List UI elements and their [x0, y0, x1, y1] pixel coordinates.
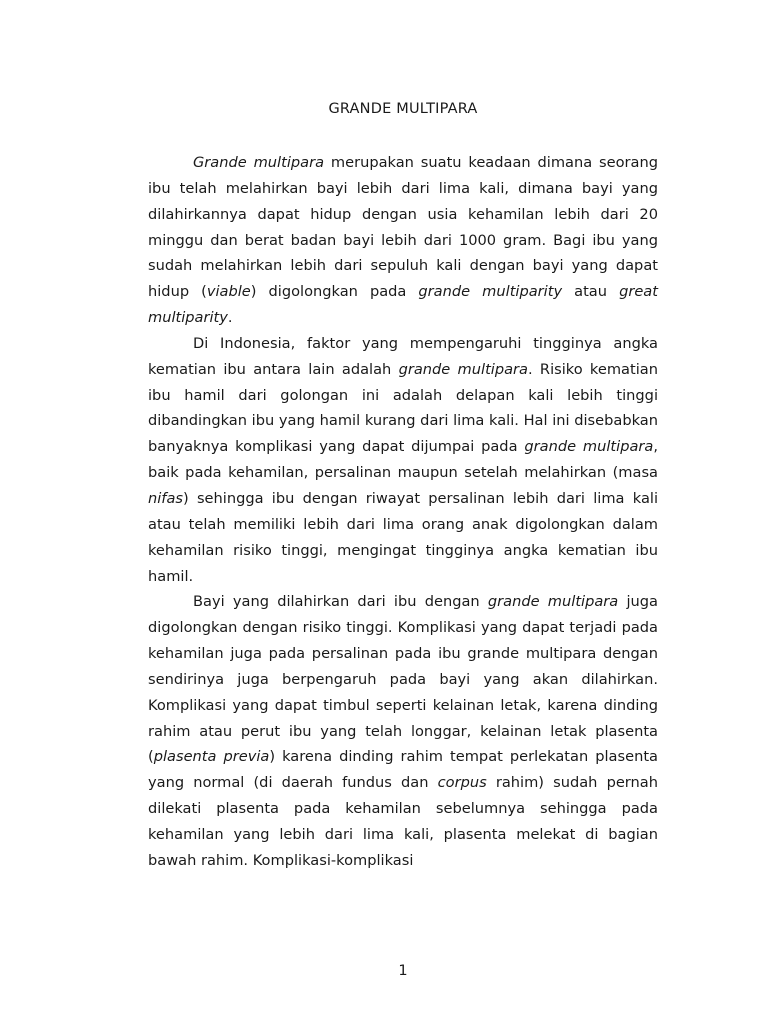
- text-run: Di Indonesia, faktor yang mempengaruhi tingginya angka kematian ibu antara lain adalah: [148, 334, 658, 378]
- text-run: , baik pada kehamilan, persalinan maupun setelah melahirkan (masa: [148, 438, 658, 482]
- text-run: ) sehingga ibu dengan riwayat persalinan lebih dari lima kali atau telah memiliki lebih dari lima orang anak digolongkan dalam kehamilan risiko tinggi, mengingat tingginya angka kematian ibu hamil.: [148, 489, 658, 585]
- document-body: [148, 150, 658, 874]
- italic-text-run: Grande multipara: [193, 154, 325, 171]
- text-run: . Risiko kematian ibu hamil dari golongan ini adalah delapan kali lebih tinggi dibandingkan ibu yang hamil kurang dari lima kali. Hal ini disebabkan banyaknya komplikasi yang dapat dijumpai pada: [148, 360, 658, 456]
- italic-text-run: grande multipara: [524, 438, 654, 456]
- text-run: .: [227, 309, 233, 327]
- text-run: Bayi yang dilahirkan dari ibu dengan: [193, 593, 488, 611]
- italic-text-run: grande multipara: [398, 360, 528, 378]
- document-title: GRANDE MULTIPARA: [328, 101, 478, 117]
- italic-text-run: plasenta previa: [153, 748, 270, 766]
- paragraph-1: [148, 150, 658, 331]
- text-run: ) karena dinding rahim tempat perlekatan plasenta yang normal (di daerah fundus dan: [148, 748, 658, 792]
- text-run: ) digolongkan pada: [250, 283, 419, 301]
- italic-text-run: great multiparity: [148, 283, 658, 327]
- page-number: 1: [398, 963, 408, 979]
- text-run: juga digolongkan dengan risiko tinggi. Komplikasi yang dapat terjadi pada kehamilan juga pada persalinan pada ibu grande multipara dengan sendirinya juga berpengaruh pada bayi yang akan dilahirkan. Komplikasi yang dapat timbul seperti kelainan letak, karena dinding rahim atau perut ibu yang telah longgar, kelainan letak plasenta (: [148, 593, 658, 766]
- text-run: rahim) sudah pernah dilekati plasenta pada kehamilan sebelumnya sehingga pada kehamilan yang lebih dari lima kali, plasenta melekat di bagian bawah rahim. Komplikasi-komplikasi: [148, 774, 658, 869]
- italic-text-run: viable: [206, 283, 251, 301]
- text-run: atau: [562, 283, 620, 301]
- italic-text-run: corpus: [437, 774, 487, 792]
- italic-text-run: nifas: [148, 489, 183, 507]
- italic-text-run: grande multipara: [487, 593, 619, 611]
- text-run: merupakan suatu keadaan dimana seorang ibu telah melahirkan bayi lebih dari lima kali, dimana bayi yang dilahirkannya dapat hidup dengan usia kehamilan lebih dari 20 minggu dan berat badan bayi lebih dari 1000 gram. Bagi ibu yang sudah melahirkan lebih dari sepuluh kali dengan bayi yang dapat hidup (: [148, 154, 658, 301]
- paragraph-2: [148, 331, 658, 589]
- paragraph-3: [148, 589, 658, 873]
- italic-text-run: grande multiparity: [418, 283, 563, 301]
